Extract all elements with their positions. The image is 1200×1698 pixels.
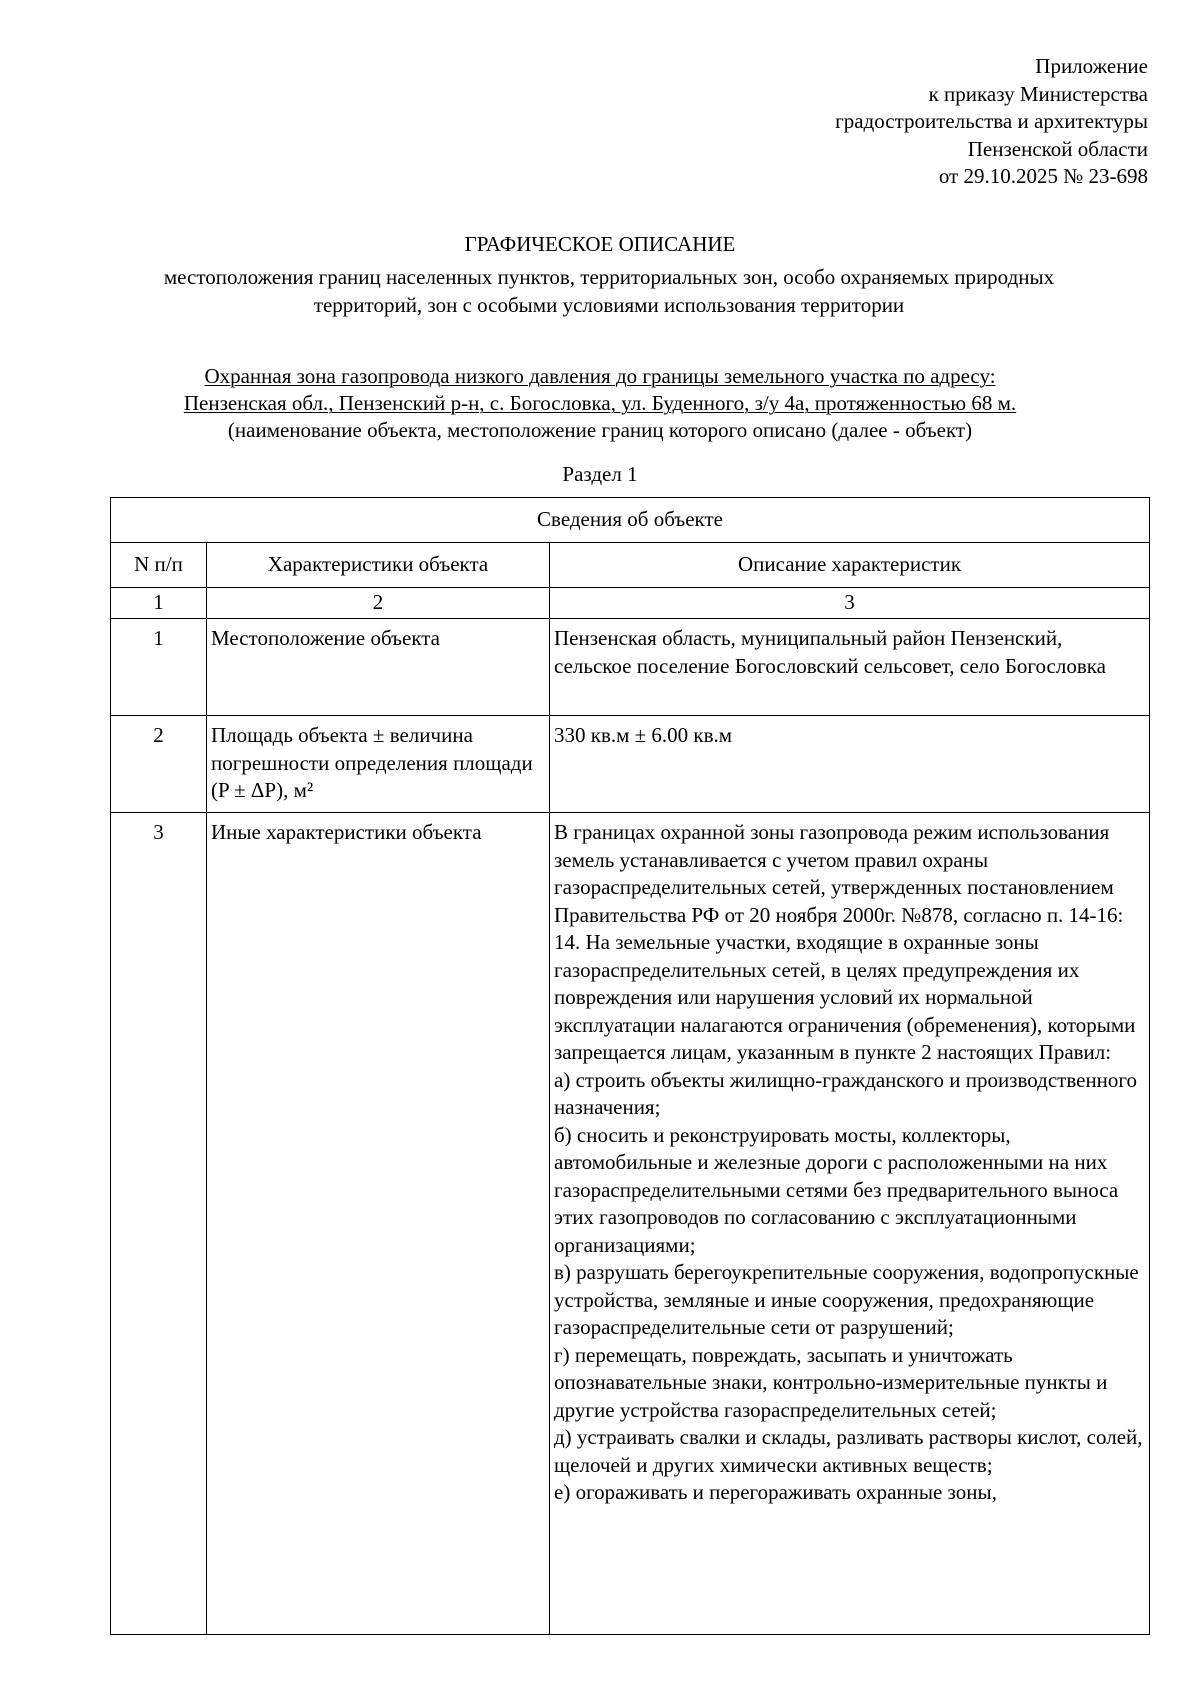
row-number: 2	[111, 716, 207, 813]
table-row	[111, 619, 1150, 716]
appendix-line: Пензенской области	[967, 136, 1148, 161]
row-description: Пензенская область, муниципальный район Пензенский, сельское поселение Богословский сельсовет, село Богословка	[550, 619, 1150, 716]
row-number: 3	[111, 813, 207, 1635]
column-number: 3	[550, 588, 1150, 619]
row-description: 330 кв.м ± 6.00 кв.м	[550, 716, 1150, 813]
description-paragraph: 14. На земельные участки, входящие в охранные зоны газораспределительных сетей, в целях предупреждения их повреждения или нарушения условий их нормальной эксплуатации налагаются ограничения (обременения), которыми запрещается лицам, указанным в пункте 2 настоящих Правил:	[554, 930, 1136, 1064]
column-number: 2	[207, 588, 550, 619]
appendix-header	[835, 53, 1148, 191]
row-characteristic: Иные характеристики объекта	[207, 813, 550, 1635]
object-name-caption: (наименование объекта, местоположение границ которого описано (далее - объект)	[227, 418, 973, 442]
object-info-table	[110, 497, 1150, 1635]
description-paragraph: д) устраивать свалки и склады, разливать растворы кислот, солей, щелочей и других химически активных веществ;	[554, 1425, 1143, 1477]
object-name-block	[0, 363, 1200, 444]
description-paragraph: б) сносить и реконструировать мосты, коллекторы, автомобильные и железные дороги с расположенными на них газораспределительными сетями без предварительного выноса этих газопроводов по согласованию с эксплуатационными организациями;	[554, 1122, 1119, 1257]
row-characteristic: Местоположение объекта	[207, 619, 550, 716]
description-paragraph: г) перемещать, повреждать, засыпать и уничтожать опознавательные знаки, контрольно-измерительные пункты и другие устройства газораспределительных сетей;	[554, 1342, 1108, 1422]
column-header-characteristic: Характеристики объекта	[207, 543, 550, 588]
table-row	[111, 716, 1150, 813]
appendix-line: к приказу Министерства	[928, 81, 1148, 106]
object-name-line: Пензенская обл., Пензенский р-н, с. Богословка, ул. Буденного, з/у 4а, протяженностью 68 м.	[183, 391, 1017, 415]
object-name-line: Охранная зона газопровода низкого давления до границы земельного участка по адресу:	[204, 364, 996, 388]
row-characteristic: Площадь объекта ± величина погрешности определения площади (P ± ΔP), м²	[207, 716, 550, 813]
description-paragraph: а) строить объекты жилищно-гражданского и производственного назначения;	[554, 1067, 1138, 1119]
table-row	[111, 813, 1150, 1635]
section-label: Раздел 1	[562, 462, 638, 486]
row-number: 1	[111, 619, 207, 716]
column-header-num: N п/п	[111, 543, 207, 588]
column-header-description: Описание характеристик	[550, 543, 1150, 588]
row-description	[550, 813, 1150, 1635]
description-paragraph: В границах охранной зоны газопровода режим использования земель устанавливается с учетом правил охраны газораспределительных сетей, утвержденных постановлением Правительства РФ от 20 ноября 2000г. №878, согласно п. 14-16:	[554, 820, 1124, 927]
column-number: 1	[111, 588, 207, 619]
document-title: ГРАФИЧЕСКОЕ ОПИСАНИЕ	[464, 232, 736, 256]
appendix-line: от 29.10.2025 № 23-698	[938, 164, 1148, 188]
appendix-line: Приложение	[1035, 54, 1148, 78]
document-subtitle: местоположения границ населенных пунктов, территориальных зон, особо охраняемых природных территорий, зон с особыми условиями использования территории	[163, 265, 1055, 317]
description-paragraph: в) разрушать берегоукрепительные сооружения, водопропускные устройства, земляные и иные сооружения, предохраняющие газораспределительные сети от разрушений;	[554, 1260, 1139, 1339]
appendix-line: градостроительства и архитектуры	[835, 109, 1148, 133]
table-caption: Сведения об объекте	[111, 498, 1150, 543]
description-paragraph: е) огораживать и перегораживать охранные зоны,	[554, 1480, 997, 1504]
